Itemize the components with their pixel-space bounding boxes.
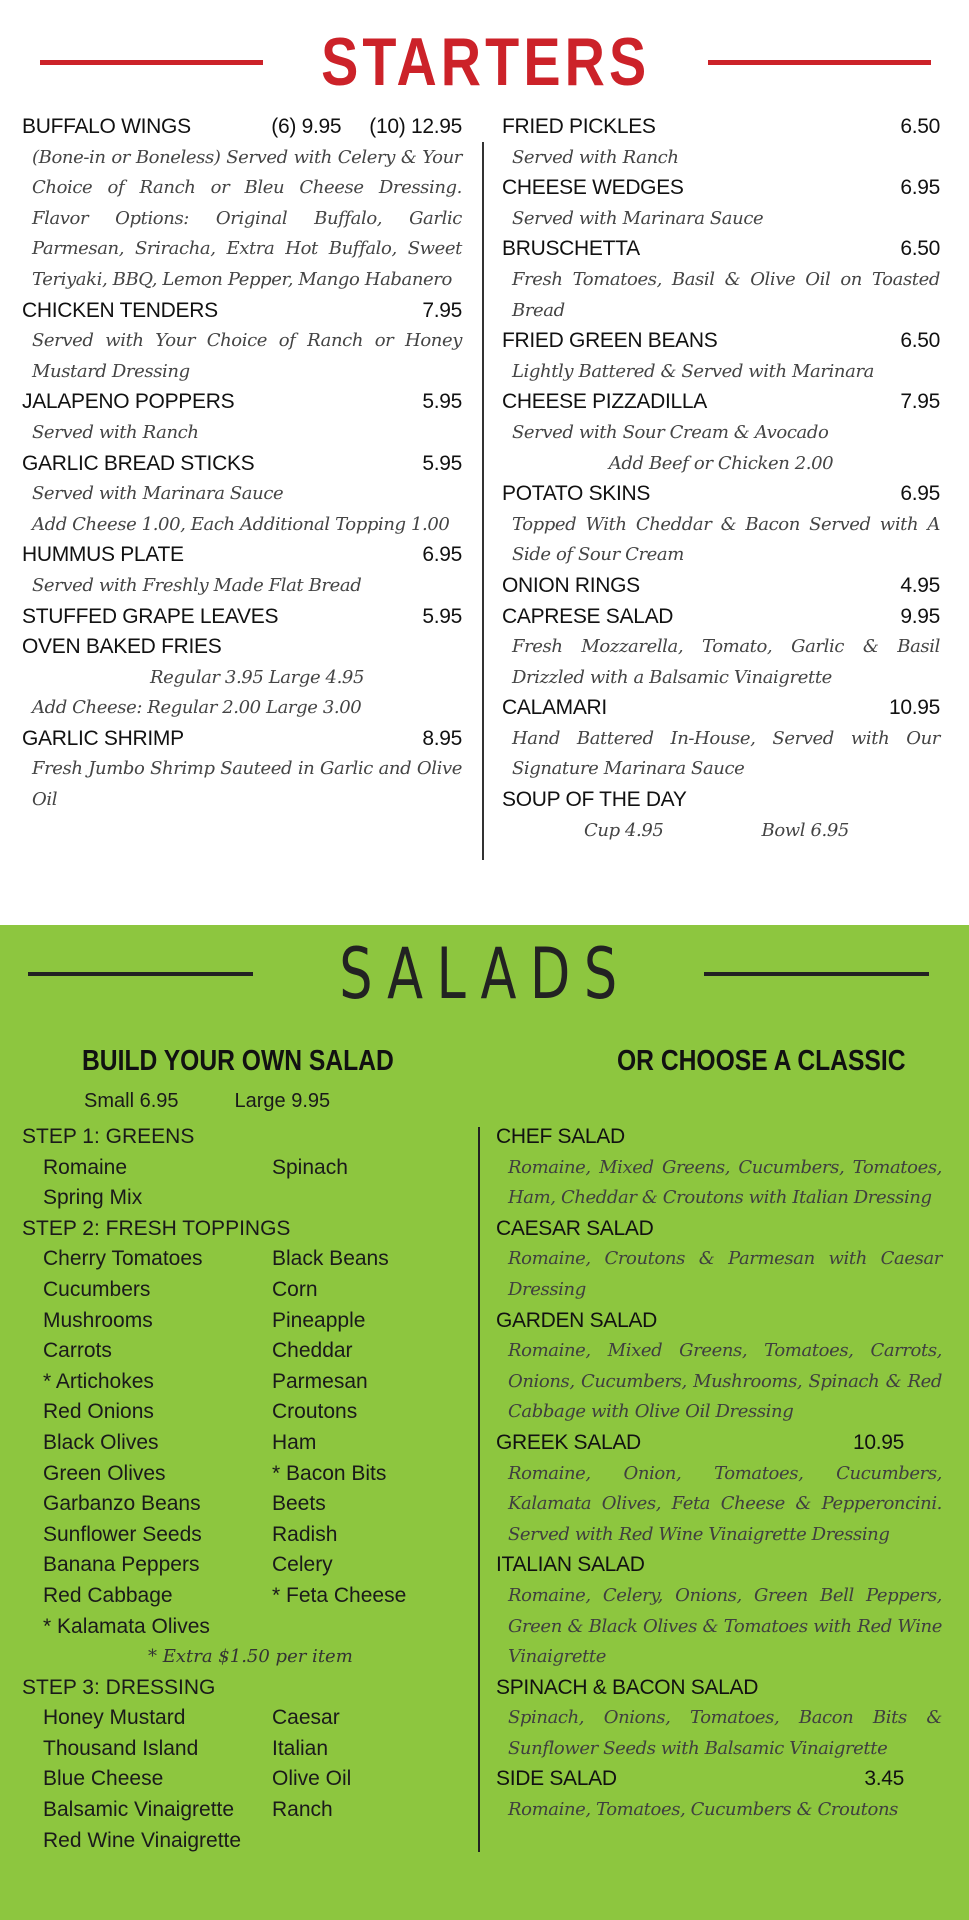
menu-item-header (502, 602, 940, 633)
menu-item-header (22, 112, 462, 143)
salad-option: Red Wine Vinaigrette (43, 1828, 242, 1852)
menu-item (502, 173, 940, 234)
salad-option: Caesar (272, 1706, 340, 1730)
item-name: FRIED PICKLES (502, 115, 656, 138)
item-description: Served with Your Choice of Ranch or Honey Mustard Dressing (32, 330, 462, 382)
item-name: BRUSCHETTA (502, 237, 640, 261)
salads-section (0, 925, 969, 1920)
menu-item (502, 112, 940, 173)
salad-option: Honey Mustard (43, 1706, 186, 1730)
item-price: 7.95 (422, 298, 462, 322)
salads-title: SALADS (339, 933, 631, 1015)
menu-item (22, 602, 462, 633)
column-divider (478, 1127, 480, 1852)
item-name: CHEF SALAD (496, 1125, 625, 1148)
item-price: 10.95 (852, 1430, 904, 1454)
byo-heading: BUILD YOUR OWN SALAD (82, 1045, 394, 1077)
classic-salad-item (496, 1214, 942, 1306)
starters-title-row (0, 22, 969, 102)
item-name: SIDE SALAD (496, 1767, 617, 1791)
item-price: (10) 12.95 (369, 115, 462, 138)
item-description: Lightly Battered & Served with Marinara (512, 360, 874, 382)
salads-title-row (0, 935, 969, 1013)
menu-item-header (502, 387, 940, 418)
item-description: Romaine, Onion, Tomatoes, Cucumbers, Kalamata Olives, Feta Cheese & Pepperoncini. Served with Red Wine Vinaigrette Dressing (508, 1462, 942, 1545)
classic-salad-item (496, 1673, 942, 1765)
item-name: STUFFED GRAPE LEAVES (22, 604, 279, 628)
menu-item-header (22, 632, 462, 663)
step1-options (22, 1153, 462, 1214)
menu-item-header (22, 602, 462, 633)
item-price: 8.95 (422, 726, 462, 750)
title-rule-left (28, 972, 253, 976)
menu-item (502, 234, 940, 326)
item-prices (271, 112, 462, 143)
salad-option: Sunflower Seeds (43, 1522, 202, 1546)
menu-item (502, 693, 940, 785)
salad-option: Carrots (43, 1339, 112, 1363)
title-rule-left (40, 60, 263, 65)
salad-option: Red Cabbage (43, 1583, 173, 1607)
item-name: ITALIAN SALAD (496, 1553, 645, 1577)
menu-item-header (22, 724, 462, 755)
item-description: Hand Battered In-House, Served with Our Signature Marinara Sauce (512, 727, 940, 780)
item-name: SOUP OF THE DAY (502, 788, 687, 812)
menu-item-header (22, 296, 462, 327)
item-description: Served with Ranch (512, 146, 679, 168)
item-name: POTATO SKINS (502, 482, 651, 506)
item-description: Served with Marinara Sauce (512, 207, 764, 229)
menu-item-header (502, 693, 940, 724)
item-price: 5.95 (422, 390, 462, 414)
build-your-own-list (22, 1122, 462, 1856)
item-addon: Add Beef or Chicken 2.00 (608, 452, 834, 474)
salad-option: Red Onions (43, 1400, 154, 1424)
item-name: CALAMARI (502, 696, 607, 720)
item-name: GARLIC BREAD STICKS (22, 451, 255, 475)
classic-salads-list (496, 1122, 942, 1826)
item-description: Romaine, Celery, Onions, Green Bell Peppers, Green & Black Olives & Tomatoes with Red Wine Vinaigrette (508, 1584, 942, 1668)
salad-option: * Artichokes (43, 1369, 154, 1393)
salad-option: Spring Mix (43, 1186, 143, 1210)
salad-option: Garbanzo Beans (43, 1492, 201, 1516)
item-description: Romaine, Croutons & Parmesan with Caesar Dressing (508, 1248, 942, 1300)
item-description: (Bone-in or Boneless) Served with Celery & Your Choice of Ranch or Bleu Cheese Dressing. Flavor Options: Original Buffalo, Garlic Parmesan, Sriracha, Extra Hot Buffalo, Sweet Teriyaki, BBQ, Lemon Pepper, Mango Habanero (32, 146, 462, 290)
salad-option: Pineapple (272, 1308, 366, 1332)
menu-item-header (502, 234, 940, 265)
menu-item-header (502, 785, 940, 816)
byo-small-price: Small 6.95 (84, 1090, 179, 1112)
step3-title: STEP 3: DRESSING (22, 1675, 216, 1699)
salad-option: Green Olives (43, 1461, 166, 1485)
salad-option: Radish (272, 1522, 338, 1546)
item-name: CHEESE WEDGES (502, 176, 684, 200)
menu-item (22, 540, 462, 601)
item-option-prices (502, 816, 940, 847)
item-description: Romaine, Mixed Greens, Cucumbers, Tomatoes, Ham, Cheddar & Croutons with Italian Dressing (508, 1156, 942, 1209)
salad-option: Thousand Island (43, 1736, 199, 1760)
salad-option: Romaine (43, 1155, 128, 1179)
item-name: GREEK SALAD (496, 1430, 641, 1454)
item-name: CHEESE PIZZADILLA (502, 390, 707, 414)
menu-item-header (22, 540, 462, 571)
salad-option: Ranch (272, 1798, 333, 1822)
starters-left-column (22, 112, 462, 816)
menu-item (502, 571, 940, 602)
salad-option: Ham (272, 1430, 317, 1454)
salad-option: Black Olives (43, 1430, 159, 1454)
item-name: FRIED GREEN BEANS (502, 329, 718, 353)
menu-item (502, 326, 940, 387)
item-price: 10.95 (888, 696, 940, 720)
item-name: SPINACH & BACON SALAD (496, 1675, 759, 1699)
item-description: Served with Marinara Sauce (32, 483, 284, 505)
item-description: Served with Freshly Made Flat Bread (32, 574, 362, 596)
item-option-prices: Regular 3.95 Large 4.95 (150, 666, 364, 688)
menu-item-header (22, 387, 462, 418)
salad-option: * Kalamata Olives (43, 1614, 210, 1638)
menu-item (502, 602, 940, 694)
item-price: 6.95 (900, 482, 940, 506)
menu-item-header (496, 1306, 942, 1337)
classic-salad-item (496, 1550, 942, 1672)
menu-item (22, 449, 462, 541)
item-description: Romaine, Tomatoes, Cucumbers & Croutons (508, 1799, 898, 1821)
salad-option: Mushrooms (43, 1308, 153, 1332)
menu-item (22, 296, 462, 388)
item-name: CHICKEN TENDERS (22, 298, 218, 322)
item-price: 7.95 (900, 390, 940, 414)
salad-option: Italian (272, 1736, 329, 1760)
item-price: 6.50 (900, 329, 940, 353)
item-name: HUMMUS PLATE (22, 543, 184, 567)
item-description: Fresh Mozzarella, Tomato, Garlic & Basil Drizzled with a Balsamic Vinaigrette (512, 636, 940, 688)
item-name: BUFFALO WINGS (22, 115, 191, 138)
item-description: Fresh Jumbo Shrimp Sauteed in Garlic and Olive Oil (32, 758, 462, 811)
salad-option: Banana Peppers (43, 1553, 200, 1577)
item-name: OVEN BAKED FRIES (22, 635, 222, 659)
menu-item (22, 632, 462, 724)
menu-item-header (502, 173, 940, 204)
item-price: 9.95 (900, 604, 940, 628)
item-description: Romaine, Mixed Greens, Tomatoes, Carrots, Onions, Cucumbers, Mushrooms, Spinach & Red Cabbage with Olive Oil Dressing (508, 1340, 942, 1423)
salad-option: Cherry Tomatoes (43, 1247, 203, 1271)
item-price: 3.45 (864, 1767, 904, 1791)
classic-salad-item (496, 1764, 942, 1825)
title-rule-right (704, 972, 929, 976)
salad-option: Corn (272, 1277, 318, 1301)
salad-option: Spinach (272, 1155, 348, 1179)
item-price: 6.95 (900, 176, 940, 200)
item-name: ONION RINGS (502, 573, 640, 597)
item-name: GARLIC SHRIMP (22, 726, 184, 750)
classic-heading: OR CHOOSE A CLASSIC (617, 1045, 906, 1077)
salad-option: * Bacon Bits (272, 1461, 387, 1485)
item-price: 6.50 (900, 115, 940, 138)
item-price: 6.50 (900, 237, 940, 261)
menu-item-header (496, 1550, 942, 1581)
menu-item-header (496, 1122, 942, 1153)
salad-option: Croutons (272, 1400, 358, 1424)
menu-item-header (502, 571, 940, 602)
menu-item-header (496, 1428, 942, 1459)
step2-title: STEP 2: FRESH TOPPINGS (22, 1216, 291, 1240)
salad-option: Parmesan (272, 1369, 368, 1393)
salad-option: Olive Oil (272, 1767, 352, 1791)
menu-item (502, 785, 940, 846)
menu-item (502, 479, 940, 571)
byo-size-prices (84, 1090, 330, 1113)
menu-item-header (22, 449, 462, 480)
salad-option: Balsamic Vinaigrette (43, 1798, 235, 1822)
salad-option: Black Beans (272, 1247, 389, 1271)
classic-salad-item (496, 1306, 942, 1428)
item-name: CAESAR SALAD (496, 1216, 654, 1240)
menu-item (22, 724, 462, 816)
extra-note: * Extra $1.50 per item (148, 1646, 353, 1668)
byo-large-price: Large 9.95 (234, 1090, 331, 1112)
step3-options (22, 1703, 462, 1856)
item-option-price: Bowl 6.95 (761, 819, 849, 841)
menu-item (22, 112, 462, 296)
item-description: Add Cheese: Regular 2.00 Large 3.00 (32, 697, 362, 719)
title-rule-right (708, 60, 931, 65)
item-description: Served with Sour Cream & Avocado (512, 421, 829, 443)
step2-options (22, 1244, 462, 1642)
menu-item (22, 387, 462, 448)
salad-option: * Feta Cheese (272, 1583, 407, 1607)
item-option-price: Cup 4.95 (584, 819, 664, 841)
item-description: Topped With Cheddar & Bacon Served with A Side of Sour Cream (512, 513, 940, 566)
salad-option: Blue Cheese (43, 1767, 164, 1791)
menu-item-header (502, 112, 940, 143)
item-description: Add Cheese 1.00, Each Additional Topping 1.00 (32, 513, 450, 535)
classic-salad-item (496, 1428, 942, 1550)
menu-item-header (496, 1214, 942, 1245)
item-name: JALAPENO POPPERS (22, 390, 235, 414)
salad-option: Celery (272, 1553, 333, 1577)
item-name: GARDEN SALAD (496, 1308, 657, 1332)
item-description: Fresh Tomatoes, Basil & Olive Oil on Toasted Bread (512, 268, 940, 321)
salad-option: Cheddar (272, 1339, 353, 1363)
classic-salad-item (496, 1122, 942, 1214)
item-description: Served with Ranch (32, 421, 199, 443)
item-price: 4.95 (900, 573, 940, 597)
starters-title: STARTERS (320, 24, 651, 100)
starters-right-column (502, 112, 940, 846)
item-name: CAPRESE SALAD (502, 604, 674, 628)
item-price: 5.95 (422, 604, 462, 628)
salad-option: Beets (272, 1492, 326, 1516)
starters-section (0, 0, 969, 920)
salad-option: Cucumbers (43, 1277, 151, 1301)
item-price: 6.95 (422, 543, 462, 567)
item-price: (6) 9.95 (271, 115, 342, 138)
menu-item (502, 387, 940, 479)
menu-item-header (496, 1673, 942, 1704)
column-divider (482, 142, 484, 860)
menu-item-header (502, 479, 940, 510)
step1-title: STEP 1: GREENS (22, 1125, 195, 1148)
menu-item-header (496, 1764, 942, 1795)
item-description: Spinach, Onions, Tomatoes, Bacon Bits & Sunflower Seeds with Balsamic Vinaigrette (508, 1707, 942, 1759)
item-price: 5.95 (422, 451, 462, 475)
menu-item-header (502, 326, 940, 357)
